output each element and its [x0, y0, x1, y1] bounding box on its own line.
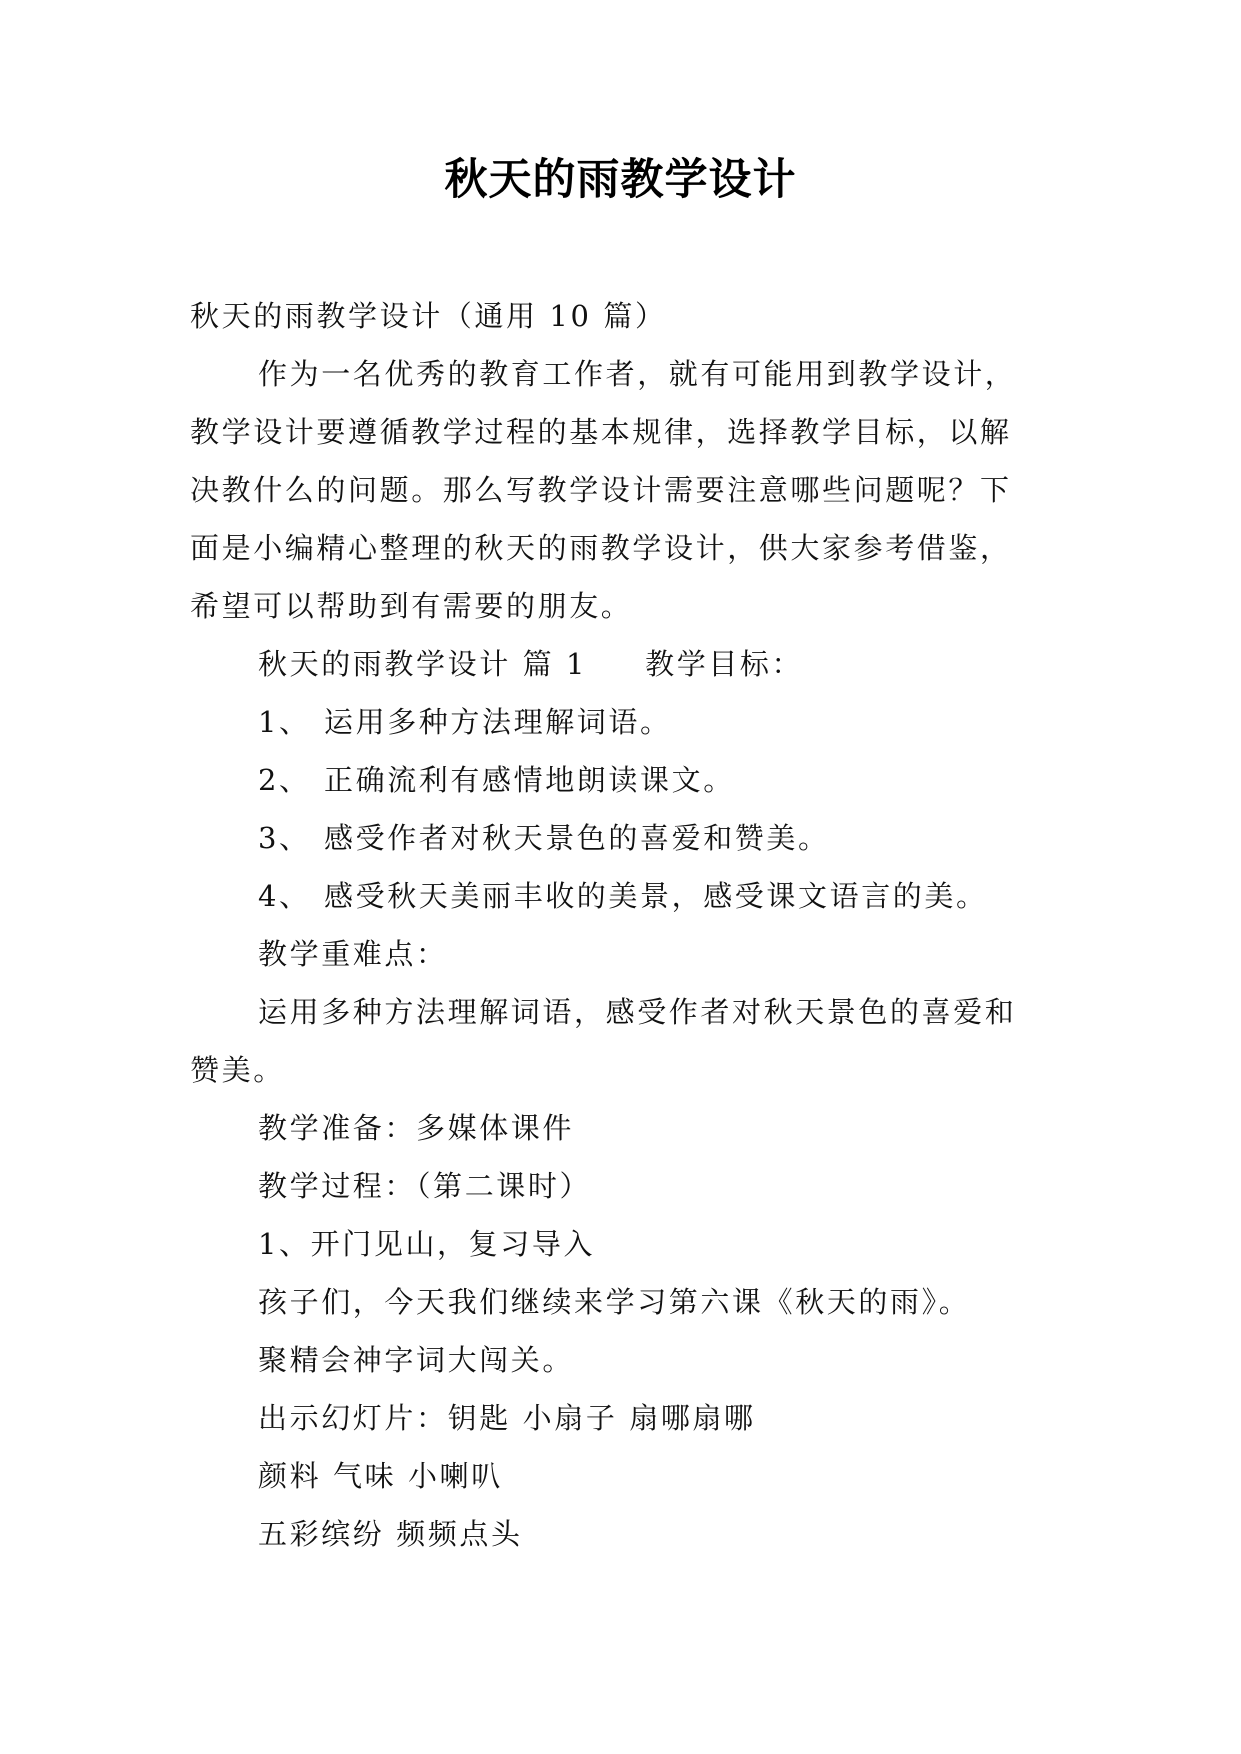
- step-1-heading: 1、开门见山，复习导入: [258, 1227, 596, 1261]
- key-points-line-2: 赞美。: [190, 1053, 285, 1087]
- objective-number: 4、: [258, 879, 311, 913]
- section-heading-number: 篇 1: [522, 647, 588, 681]
- objective-text: 感受秋天美丽丰收的美景，感受课文语言的美。: [324, 879, 988, 913]
- objective-text: 感受作者对秋天景色的喜爱和赞美。: [324, 821, 830, 855]
- objective-number: 3、: [258, 821, 311, 855]
- intro-line-4: 面是小编精心整理的秋天的雨教学设计，供大家参考借鉴，: [190, 531, 1012, 565]
- section-heading-label: 教学目标：: [645, 647, 804, 681]
- document-subtitle: 秋天的雨教学设计（通用 10 篇）: [190, 299, 667, 333]
- objective-item: [258, 760, 735, 800]
- objective-item: [258, 702, 672, 742]
- objective-item: [258, 818, 830, 858]
- process-line: 教学过程：（第二课时）: [258, 1169, 592, 1203]
- objective-text: 运用多种方法理解词语。: [324, 705, 672, 739]
- game-line: 聚精会神字词大闯关。: [258, 1343, 575, 1377]
- objective-item: [258, 876, 988, 916]
- slide-line-1: 出示幻灯片：钥匙 小扇子 扇哪扇哪: [258, 1401, 756, 1435]
- objective-number: 2、: [258, 763, 311, 797]
- key-points-line-1: 运用多种方法理解词语，感受作者对秋天景色的喜爱和: [258, 995, 1017, 1029]
- section-heading: [258, 644, 803, 684]
- objective-number: 1、: [258, 705, 311, 739]
- intro-line-2: 教学设计要遵循教学过程的基本规律，选择教学目标，以解: [190, 415, 1012, 449]
- intro-line-5: 希望可以帮助到有需要的朋友。: [190, 589, 633, 623]
- step-1-text: 孩子们，今天我们继续来学习第六课《秋天的雨》。: [258, 1285, 971, 1319]
- preparation-line: 教学准备：多媒体课件: [258, 1111, 575, 1145]
- section-heading-part: 秋天的雨教学设计: [258, 647, 511, 681]
- intro-line-3: 决教什么的问题。那么写教学设计需要注意哪些问题呢？下: [190, 473, 1012, 507]
- slide-line-3: 五彩缤纷 频频点头: [258, 1517, 523, 1551]
- slide-line-2: 颜料 气味 小喇叭: [258, 1459, 503, 1493]
- document-title: 秋天的雨教学设计: [444, 155, 797, 205]
- intro-line-1: 作为一名优秀的教育工作者，就有可能用到教学设计，: [258, 357, 1017, 391]
- key-points-label: 教学重难点：: [258, 937, 448, 971]
- objective-text: 正确流利有感情地朗读课文。: [324, 763, 735, 797]
